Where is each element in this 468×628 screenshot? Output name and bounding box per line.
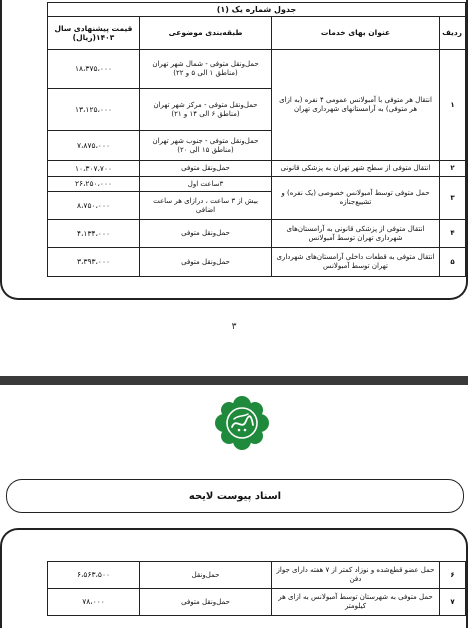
service-title: حمل عضو قطع‌شده و نوزاد کمتر از ۷ هفته دارای جواز دفن bbox=[272, 562, 440, 589]
category-cell: حمل‌ونقل متوفی - جنوب شهر تهران (مناطق ۱۵ الی ۲۰) bbox=[140, 131, 272, 161]
price-cell: ۸،۷۵۰،۰۰۰ bbox=[48, 192, 140, 220]
row-number: ۵ bbox=[440, 248, 466, 277]
row-number: ۲ bbox=[440, 161, 466, 177]
service-title: انتقال هر متوفی با آمبولانس عمومی ۴ نفره (به ازای هر متوفی) به آرامستانهای شهرداری تهران bbox=[272, 50, 440, 161]
service-title: حمل متوفی به شهرستان توسط آمبولانس به ازای هر کیلومتر bbox=[272, 589, 440, 616]
category-cell: حمل‌ونقل متوفی bbox=[140, 248, 272, 277]
price-cell: ۷،۸۷۵،۰۰۰ bbox=[48, 131, 140, 161]
table-row bbox=[48, 177, 466, 192]
tehran-municipality-logo-icon bbox=[212, 393, 272, 453]
page-number: ۳ bbox=[231, 322, 237, 332]
header-service: عنوان بهای خدمات bbox=[272, 17, 440, 50]
category-cell: حمل‌ونقل متوفی - شمال شهر تهران (مناطق ۱ الی ۵ و ۲۲) bbox=[140, 50, 272, 89]
price-cell: ۶،۵۶۳،۵۰۰ bbox=[48, 562, 140, 589]
tariff-table-1 bbox=[47, 2, 466, 277]
service-title: انتقال متوفی از سطح شهر تهران به پزشکی قانونی bbox=[272, 161, 440, 177]
category-cell: حمل‌ونقل متوفی - مرکز شهر تهران (مناطق ۶ الی ۱۴ و ۲۱) bbox=[140, 89, 272, 131]
row-number: ۴ bbox=[440, 220, 466, 248]
header-price: قیمت پیشنهادی سال ۱۴۰۳(ریال) bbox=[48, 17, 140, 50]
price-cell: ۱۰،۳۰۷،۷۰۰ bbox=[48, 161, 140, 177]
service-title: انتقال متوفی از پزشکی قانونی به آرامستان‌های شهرداری تهران توسط آمبولانس bbox=[272, 220, 440, 248]
category-cell: حمل‌ونقل bbox=[140, 562, 272, 589]
price-cell: ۱۳،۱۲۵،۰۰۰ bbox=[48, 89, 140, 131]
price-cell: ۷۸،۰۰۰ bbox=[48, 589, 140, 616]
table-row bbox=[48, 50, 466, 89]
row-number: ۶ bbox=[440, 562, 466, 589]
header-category: طبقه‌بندی موضوعی bbox=[140, 17, 272, 50]
table-row bbox=[48, 220, 466, 248]
row-number: ۳ bbox=[440, 177, 466, 220]
row-number: ۱ bbox=[440, 50, 466, 161]
service-title: حمل متوفی توسط آمبولانس خصوصی (یک نفره) و تشییع‌جنازه bbox=[272, 177, 440, 220]
price-cell: ۱۸،۳۷۵،۰۰۰ bbox=[48, 50, 140, 89]
attachment-title-box bbox=[6, 479, 464, 513]
table-caption: جدول شماره یک (۱) bbox=[48, 3, 466, 17]
table-row bbox=[48, 248, 466, 277]
category-cell: حمل‌ونقل متوفی bbox=[140, 589, 272, 616]
row-number: ۷ bbox=[440, 589, 466, 616]
tariff-table-2 bbox=[47, 561, 466, 616]
page-divider bbox=[0, 376, 468, 385]
price-cell: ۴،۱۳۴،۰۰۰ bbox=[48, 220, 140, 248]
service-title: انتقال متوفی به قطعات داخلی آرامستان‌های شهرداری تهران توسط آمبولانس bbox=[272, 248, 440, 277]
category-cell: حمل‌ونقل متوفی bbox=[140, 161, 272, 177]
price-cell: ۳،۳۹۳،۰۰۰ bbox=[48, 248, 140, 277]
price-cell: ۲۶،۲۵۰،۰۰۰ bbox=[48, 177, 140, 192]
category-cell: حمل‌ونقل متوفی bbox=[140, 220, 272, 248]
table-row bbox=[48, 589, 466, 616]
table-row bbox=[48, 161, 466, 177]
attachment-title: اسناد پیوست لایحه bbox=[188, 490, 282, 502]
table-row bbox=[48, 562, 466, 589]
category-cell: ۳ساعت اول bbox=[140, 177, 272, 192]
header-row-number: ردیف bbox=[440, 17, 466, 50]
category-cell: بیش از ۳ ساعت ، درازای هر ساعت اضافی bbox=[140, 192, 272, 220]
